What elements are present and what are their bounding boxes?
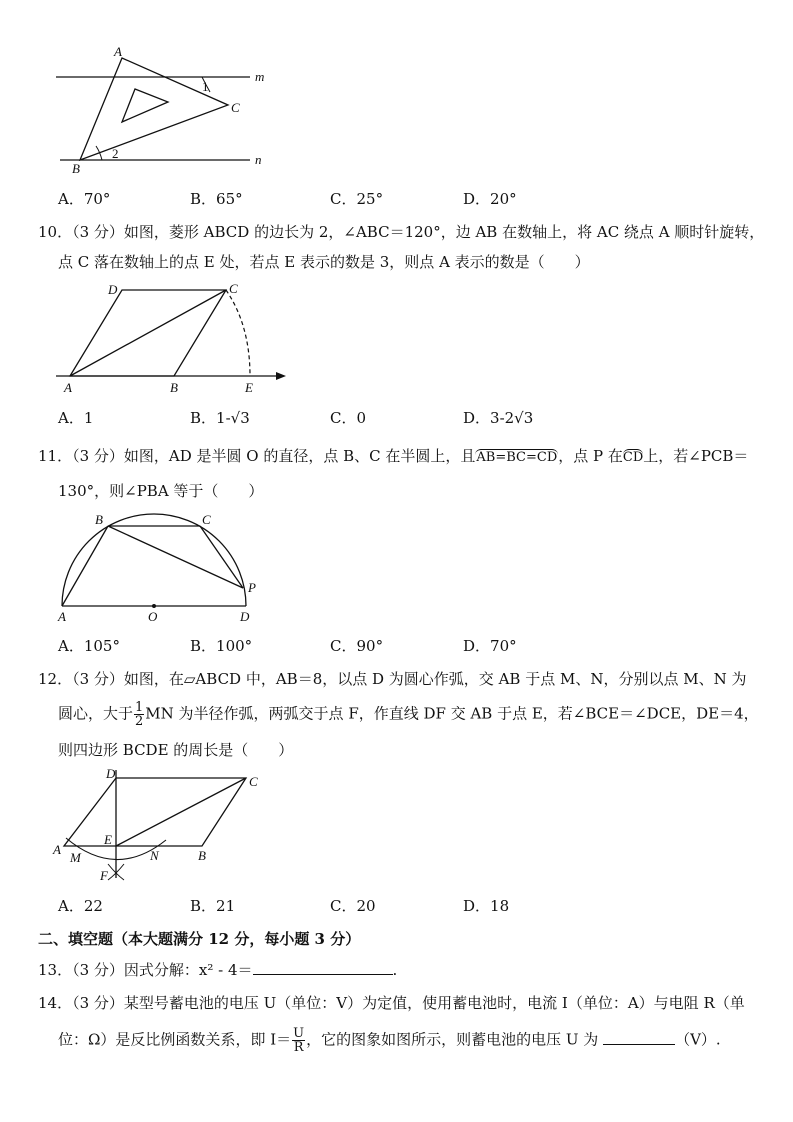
q12-option-b: B．21 <box>190 897 236 915</box>
q9-option-d: D．20° <box>463 190 517 208</box>
rotation-arc <box>226 290 250 376</box>
q14-answer-blank[interactable] <box>603 1044 675 1045</box>
q10-option-c: C．0 <box>330 409 367 427</box>
q14-text-b: ，它的图象如图所示，则蓄电池的电压 U 为 <box>306 1030 599 1049</box>
inner-triangle <box>122 89 168 122</box>
q12-option-c: C．20 <box>330 897 376 915</box>
q10-option-b: B．1-√3 <box>190 409 250 427</box>
label-a: A <box>64 380 72 395</box>
q10-option-a: A．1 <box>58 409 94 427</box>
q12-option-d: D．18 <box>463 897 510 915</box>
q9-option-a: A．70° <box>58 190 111 208</box>
label-c: C <box>229 281 238 296</box>
q9-option-b: B．65° <box>190 190 243 208</box>
q9-option-c: C．25° <box>330 190 384 208</box>
q12-text-a: 圆心，大于 <box>58 704 134 723</box>
chord-bp <box>108 526 243 588</box>
q12-line3: 则四边形 BCDE 的周长是（ ） <box>58 741 294 759</box>
q12-line1: 12．（3 分）如图，在▱ABCD 中，AB＝8，以点 D 为圆心作弧，交 AB 于点 M、N，分别以点 M、N 为 <box>38 670 747 688</box>
q9-figure <box>50 42 280 177</box>
q11-text-a: 11．（3 分）如图，AD 是半圆 O 的直径，点 B、C 在半圆上，且 <box>38 447 476 465</box>
q12-text-b: MN 为半径作弧，两弧交于点 F，作直线 DF 交 AB 于点 E，若∠BCE＝∠DCE，DE＝4， <box>145 704 759 723</box>
label-a: A <box>114 44 122 59</box>
q11-text-c: 上，若∠PCB＝ <box>643 447 749 465</box>
q13-answer-blank[interactable] <box>253 974 393 975</box>
center-o-dot <box>152 604 156 608</box>
label-b: B <box>72 161 80 176</box>
q11-figure <box>50 508 280 628</box>
label-n: N <box>150 848 159 863</box>
q11-arc-cd: CD <box>622 450 644 465</box>
q11-option-a: A．105° <box>58 637 120 655</box>
label-n: n <box>255 152 262 167</box>
q10-line1: 10．（3 分）如图，菱形 ABCD 的边长为 2，∠ABC＝120°，边 AB 在数轴上，将 AC 绕点 A 顺时针旋转， <box>38 223 765 241</box>
label-c: C <box>231 100 240 115</box>
q11-line2: 130°，则∠PBA 等于（ ） <box>58 482 264 500</box>
q12-frac-den: 2 <box>135 714 144 729</box>
label-a: A <box>53 842 61 857</box>
label-p: P <box>248 580 256 595</box>
q11-line1 <box>38 446 748 468</box>
q14-text-c: （V）. <box>675 1030 721 1049</box>
q10-line2: 点 C 落在数轴上的点 E 处，若点 E 表示的数是 3，则点 A 表示的数是（ ） <box>58 253 590 271</box>
section-2-heading: 二、填空题（本大题满分 12 分，每小题 3 分） <box>38 930 361 948</box>
q13-end: . <box>392 961 398 979</box>
semicircle <box>62 514 246 606</box>
label-m: M <box>70 850 81 865</box>
q11-arc-equality: AB=BC=CD <box>476 450 558 465</box>
q12-option-a: A．22 <box>58 897 103 915</box>
label-b: B <box>95 512 103 527</box>
chord-ab <box>62 526 108 606</box>
label-a: A <box>58 609 66 624</box>
q13-text: 13．（3 分）因式分解：x² - 4＝ <box>38 961 253 979</box>
q11-option-b: B．100° <box>190 637 253 655</box>
q11-option-c: C．90° <box>330 637 384 655</box>
q14-frac-num: U <box>293 1026 305 1041</box>
q14-line2 <box>58 1027 721 1054</box>
segment-ec <box>116 778 246 846</box>
triangle-abc <box>80 58 228 160</box>
label-e: E <box>104 832 112 847</box>
q11-text-b: ，点 P 在 <box>558 447 623 465</box>
label-m: m <box>255 69 265 84</box>
q11-option-d: D．70° <box>463 637 517 655</box>
diagonal-ac <box>70 290 226 376</box>
label-f: F <box>100 868 108 883</box>
q14-line1: 14．（3 分）某型号蓄电池的电压 U（单位：V）为定值，使用蓄电池时，电流 I（单位：A）与电阻 R（单 <box>38 994 745 1012</box>
label-e: E <box>245 380 253 395</box>
label-d: D <box>106 768 116 781</box>
label-c: C <box>202 512 211 527</box>
label-b: B <box>170 380 178 395</box>
q12-figure <box>50 768 280 888</box>
q12-fraction <box>134 701 144 728</box>
label-angle-1: 1 <box>202 79 209 94</box>
q14-frac-den: R <box>293 1040 304 1055</box>
label-d: D <box>240 609 250 624</box>
label-c: C <box>249 774 258 789</box>
q12-frac-num: 1 <box>135 700 144 715</box>
q14-fraction <box>292 1027 305 1054</box>
q10-option-d: D．3-2√3 <box>463 409 534 427</box>
q12-line2 <box>58 701 759 728</box>
q10-figure <box>50 280 300 398</box>
label-o: O <box>148 609 158 624</box>
q14-text-a: 位：Ω）是反比例函数关系，即 I＝ <box>58 1030 292 1049</box>
label-d: D <box>108 282 118 297</box>
q13-line <box>38 960 397 980</box>
axis-arrow <box>276 372 286 380</box>
label-b: B <box>198 848 206 863</box>
parallelogram-abcd <box>64 778 246 846</box>
label-angle-2: 2 <box>112 146 119 161</box>
